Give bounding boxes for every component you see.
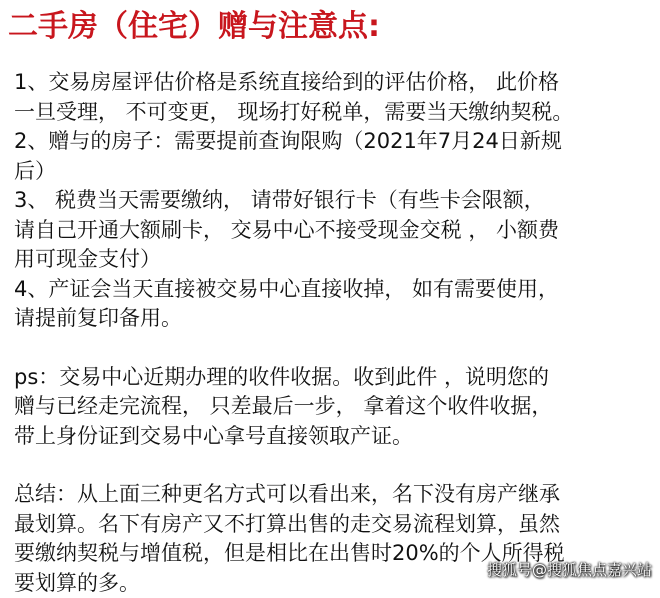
document-body (14, 68, 650, 598)
item-1-line-2: 一旦受理， 不可变更， 现场打好税单，需要当天缴纳契税。 (14, 98, 650, 128)
ps-line-3: 带上身份证到交易中心拿号直接领取产证。 (14, 422, 650, 452)
item-2-line-2: 后） (14, 157, 650, 187)
item-3 (14, 186, 650, 275)
item-4 (14, 275, 650, 334)
ps-line-1: ps：交易中心近期办理的收件收据。收到此件 ，说明您的 (14, 363, 650, 393)
item-3-line-2: 请自己开通大额刷卡， 交易中心不接受现金交税 ， 小额费 (14, 216, 650, 246)
paragraph-gap (14, 334, 650, 363)
item-3-line-1: 3、 税费当天需要缴纳， 请带好银行卡（有些卡会限额， (14, 186, 650, 216)
item-2 (14, 127, 650, 186)
item-1 (14, 68, 650, 127)
ps-line-2: 赠与已经走完流程， 只差最后一步， 拿着这个收件收据， (14, 392, 650, 422)
page-title: 二手房（住宅）赠与注意点: (8, 8, 380, 46)
summary-line-1: 总结：从上面三种更名方式可以看出来，名下没有房产继承 (14, 480, 650, 510)
watermark: 搜狐号@搜狐焦点嘉兴站 (487, 561, 652, 579)
item-2-line-1: 2、赠与的房子：需要提前查询限购（2021年7月24日新规 (14, 127, 650, 157)
summary (14, 480, 650, 598)
paragraph-gap (14, 451, 650, 480)
summary-line-4: 要划算的多。 (14, 569, 650, 598)
item-4-line-2: 请提前复印备用。 (14, 304, 650, 334)
item-1-line-1: 1、交易房屋评估价格是系统直接给到的评估价格， 此价格 (14, 68, 650, 98)
summary-line-3: 要缴纳契税与增值税，但是相比在出售时20%的个人所得税 (14, 539, 650, 569)
item-4-line-1: 4、产证会当天直接被交易中心直接收掉， 如有需要使用， (14, 275, 650, 305)
summary-line-2: 最划算。名下有房产又不打算出售的走交易流程划算，虽然 (14, 510, 650, 540)
item-3-line-3: 用可现金支付） (14, 245, 650, 275)
ps-note (14, 363, 650, 452)
